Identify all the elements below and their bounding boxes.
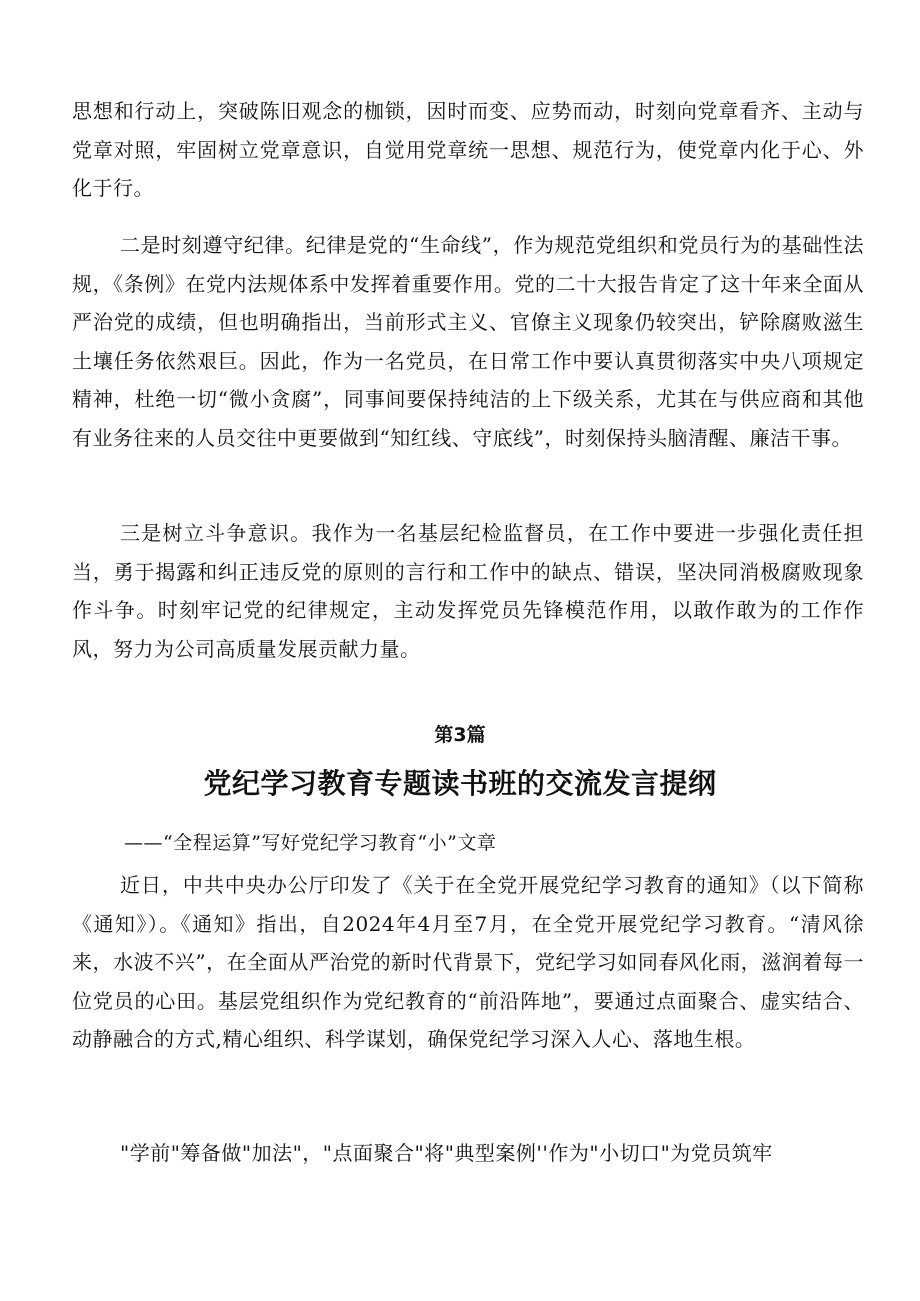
paragraph-pre-study: "学前"筹备做"加法"，"点面聚合"将"典型案例''作为"小切口"为党员筑牢 bbox=[120, 1141, 773, 1165]
document-subtitle: ——“全程运算”写好党纪学习教育“小”文章 bbox=[124, 832, 497, 854]
section-label: 第3篇 bbox=[434, 724, 486, 746]
paragraph-notice: 近日，中共中央办公厅印发了《关于在全党开展党纪学习教育的通知》（以下简称《通知》）。《通知》指出，自2024年4月至7月，在全党开展党纪学习教育。“清风徐来，水波不兴”，在全面从严治党的新时代背景下，党纪学习如同春风化雨，滋润着每一位党员的心田。基层党组织作为党纪教育的“前沿阵地”，要通过点面聚合、虚实结合、动静融合的方式,精心组织、科学谋划，确保党纪学习深入人心、落地生根。 bbox=[72, 873, 864, 1051]
paragraph-discipline: 二是时刻遵守纪律。纪律是党的“生命线”，作为规范党组织和党员行为的基础性法规，《条例》在党内法规体系中发挥着重要作用。党的二十大报告肯定了这十年来全面从严治党的成绩，但也明确指出，当前形式主义、官僚主义现象仍较突出，铲除腐败滋生土壤任务依然艰巨。因此，作为一名党员，在日常工作中要认真贯彻落实中央八项规定精神，杜绝一切“微小贪腐”，同事间要保持纯洁的上下级关系，尤其在与供应商和其他有业务往来的人员交往中更要做到“知红线、守底线”，时刻保持头脑清醒、廉洁干事。 bbox=[72, 233, 864, 450]
document-title: 党纪学习教育专题读书班的交流发言提纲 bbox=[203, 767, 717, 800]
paragraph-struggle: 三是树立斗争意识。我作为一名基层纪检监督员，在工作中要进一步强化责任担当，勇于揭露和纠正违反党的原则的言行和工作中的缺点、错误，坚决同消极腐败现象作斗争。时刻牢记党的纪律规定，主动发挥党员先锋模范作用，以敢作敢为的工作作风，努力为公司高质量发展贡献力量。 bbox=[72, 521, 864, 661]
paragraph-continuation: 思想和行动上，突破陈旧观念的枷锁，因时而变、应势而动，时刻向党章看齐、主动与党章对照，牢固树立党章意识，自觉用党章统一思想、规范行为，使党章内化于心、外化于行。 bbox=[72, 99, 864, 200]
